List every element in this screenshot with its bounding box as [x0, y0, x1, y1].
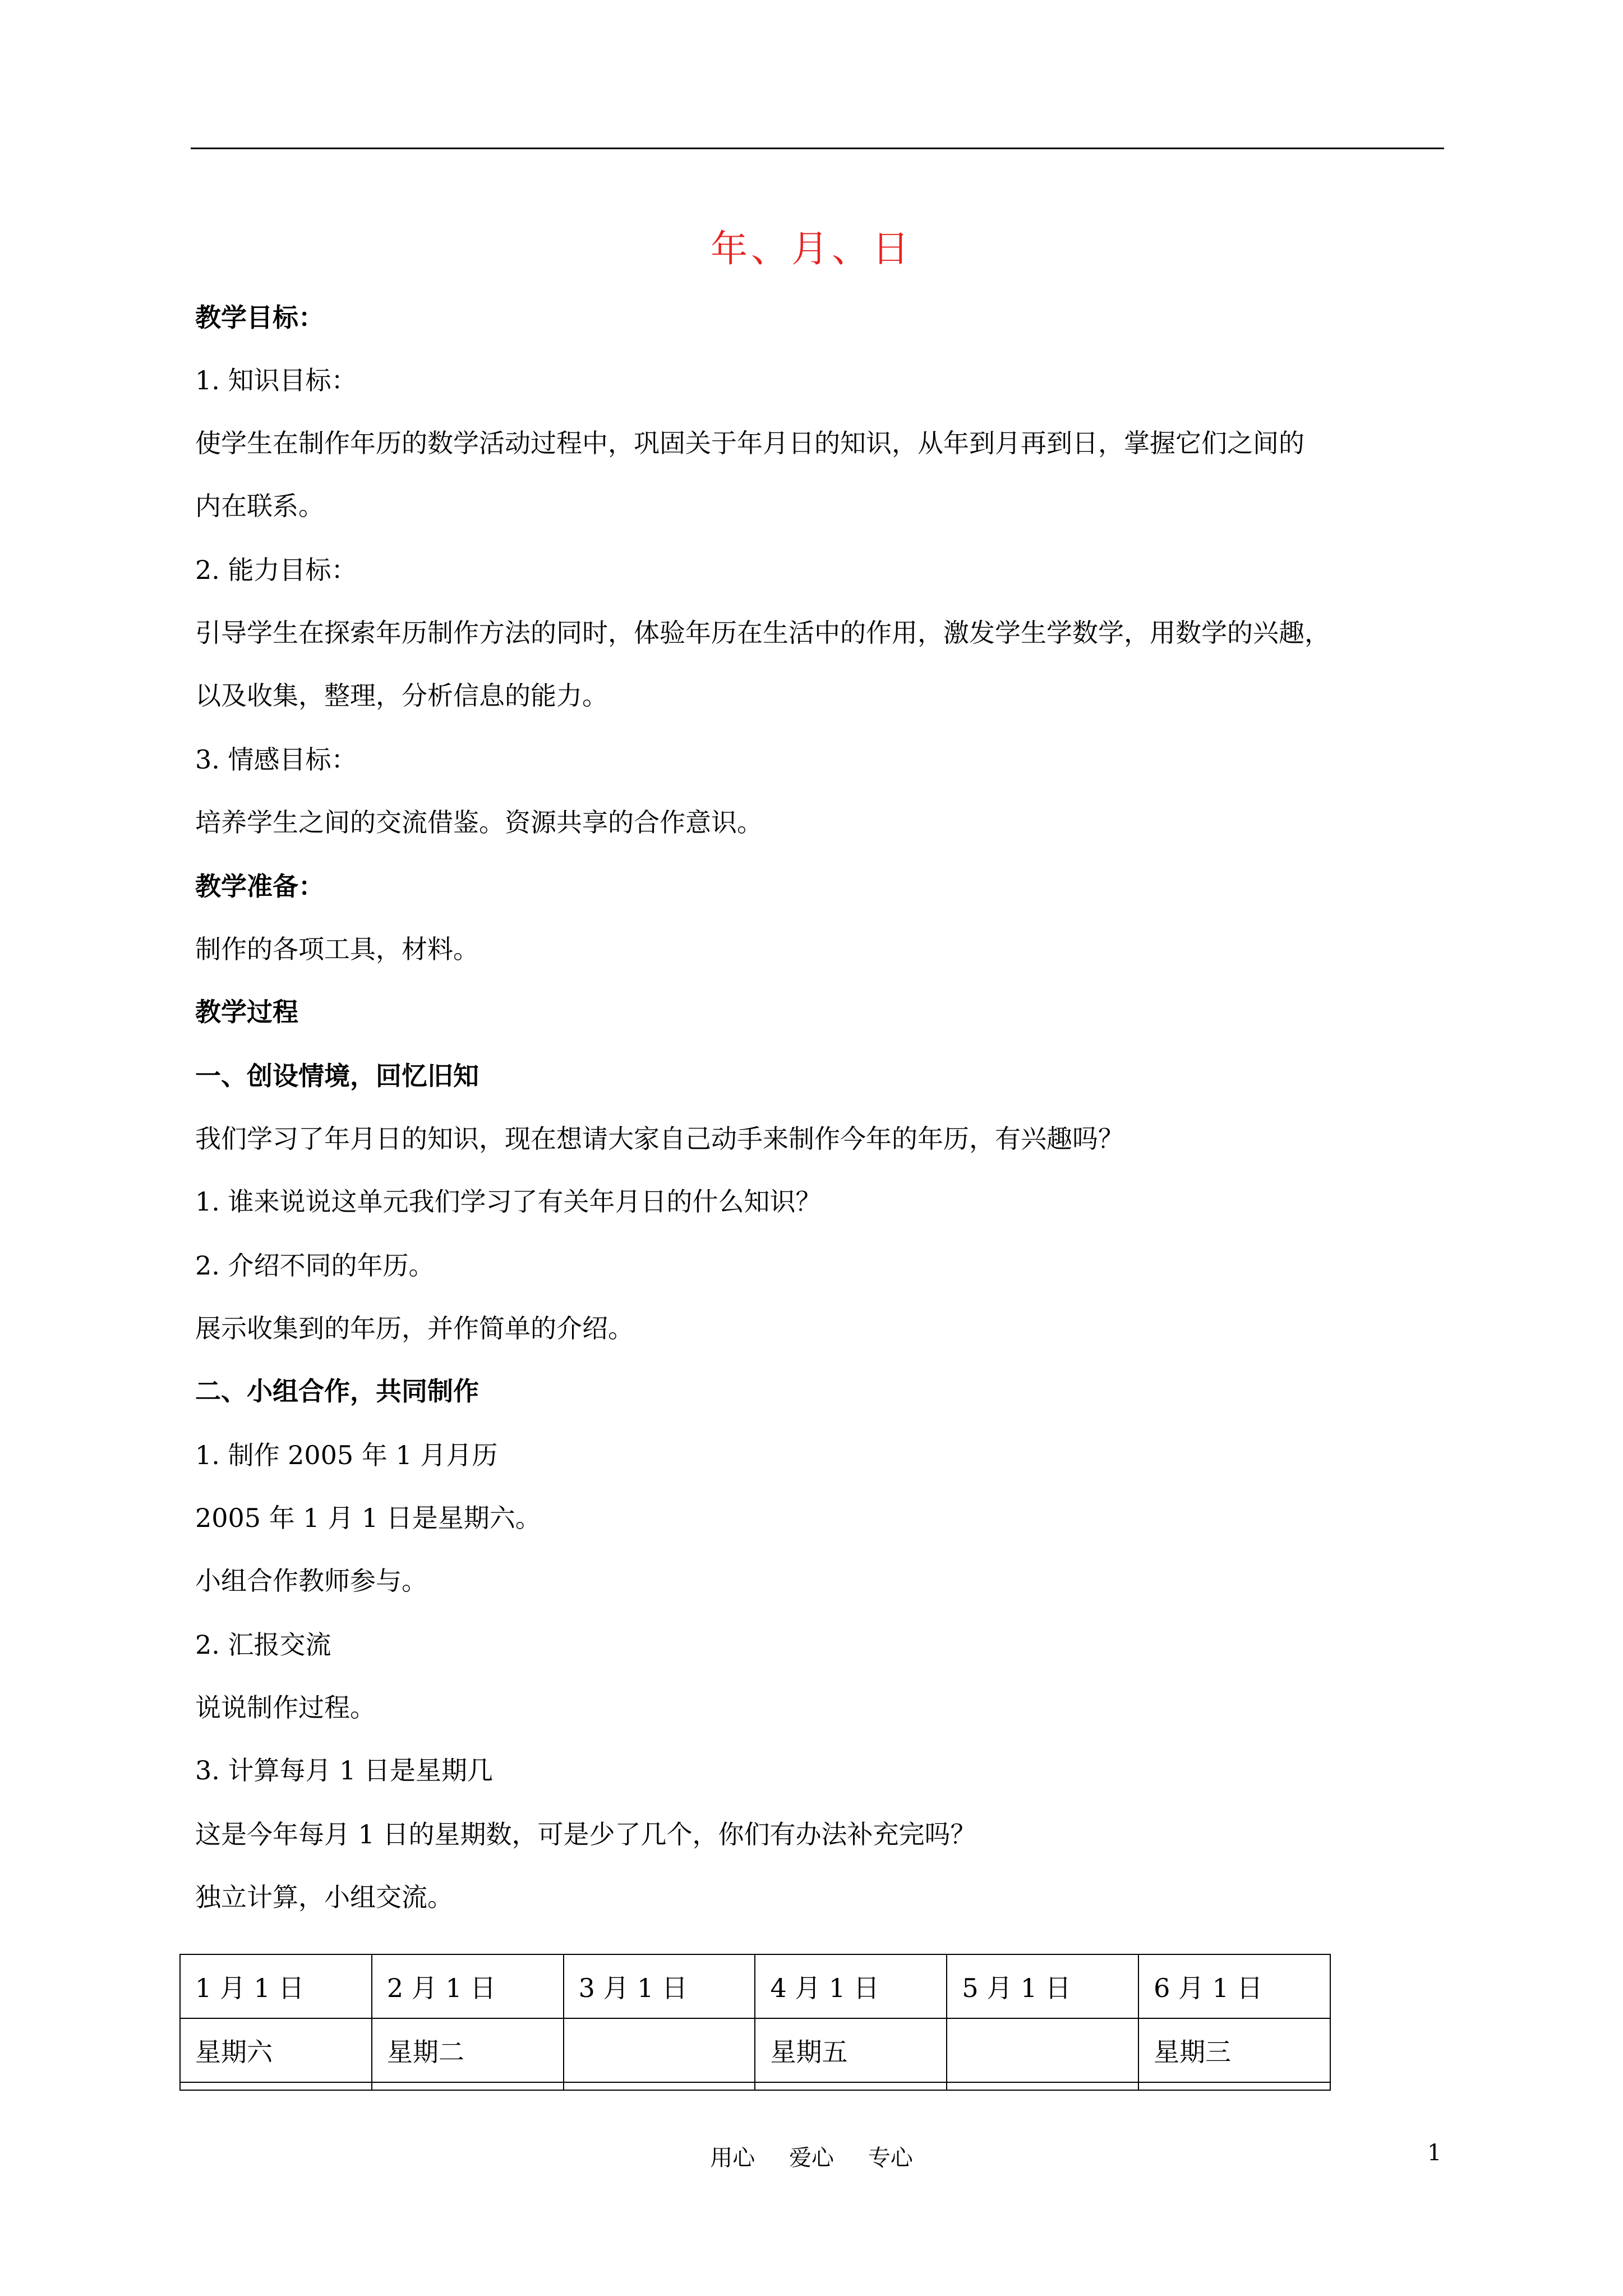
- section2-item-1-fact: 2005 年 1 月 1 日是星期六。: [195, 1503, 541, 1533]
- table-cell: [1138, 2082, 1330, 2090]
- table-cell: 星期五: [755, 2018, 947, 2082]
- section1-intro: 我们学习了年月日的知识，现在想请大家自己动手来制作今年的年历，有兴趣吗？: [195, 1124, 1124, 1154]
- knowledge-line-1: 使学生在制作年历的数学活动过程中，巩固关于年月日的知识，从年到月再到日，掌握它们之间的: [195, 428, 1304, 458]
- table-row-dates: [180, 1954, 1330, 2018]
- section1-heading: 一、创设情境，回忆旧知: [195, 1061, 479, 1091]
- section1-item-2-text: 展示收集到的年历，并作简单的介绍。: [195, 1313, 634, 1343]
- section2-item-3: 3. 计算每月 1 日是星期几: [195, 1755, 494, 1786]
- process-heading: 教学过程: [195, 997, 298, 1027]
- knowledge-label: 1. 知识目标：: [195, 365, 357, 395]
- table-cell: [372, 2082, 564, 2090]
- ability-line-2: 以及收集，整理，分析信息的能力。: [195, 680, 608, 711]
- table-cell: 4 月 1 日: [755, 1954, 947, 2018]
- table-row-continued: [180, 2082, 1330, 2090]
- table-cell: [947, 2082, 1138, 2090]
- table-cell: 3 月 1 日: [564, 1954, 755, 2018]
- header-rule: [191, 148, 1444, 149]
- section2-item-3-text: 这是今年每月 1 日的星期数，可是少了几个，你们有办法补充完吗？: [195, 1819, 976, 1849]
- section2-item-2: 2. 汇报交流: [195, 1630, 331, 1660]
- section2-item-2-text: 说说制作过程。: [195, 1692, 376, 1723]
- table-cell: [947, 2018, 1138, 2082]
- footer-word: 专心: [868, 2145, 913, 2171]
- section2-heading: 二、小组合作，共同制作: [195, 1376, 479, 1406]
- table-cell: 2 月 1 日: [372, 1954, 564, 2018]
- table-cell: [564, 2018, 755, 2082]
- table-cell: 5 月 1 日: [947, 1954, 1138, 2018]
- objectives-heading: 教学目标：: [195, 302, 324, 333]
- knowledge-line-2: 内在联系。: [195, 491, 324, 521]
- prep-text: 制作的各项工具，材料。: [195, 934, 479, 964]
- page-number: 1: [1427, 2140, 1442, 2166]
- footer-motto: [0, 2140, 1623, 2172]
- section1-item-1: 1. 谁来说说这单元我们学习了有关年月日的什么知识？: [195, 1186, 822, 1217]
- table-cell: 星期三: [1138, 2018, 1330, 2082]
- section1-item-2: 2. 介绍不同的年历。: [195, 1250, 435, 1281]
- table-cell: 1 月 1 日: [180, 1954, 372, 2018]
- table-cell: [564, 2082, 755, 2090]
- first-day-weekday-table: [179, 1954, 1331, 2091]
- section2-item-1: 1. 制作 2005 年 1 月月历: [195, 1440, 498, 1470]
- table-cell: 星期六: [180, 2018, 372, 2082]
- emotion-label: 3. 情感目标：: [195, 744, 357, 775]
- page-title: 年、月、日: [711, 227, 912, 270]
- section2-item-1-text: 小组合作教师参与。: [195, 1566, 427, 1596]
- ability-label: 2. 能力目标：: [195, 555, 357, 585]
- ability-line-1: 引导学生在探索年历制作方法的同时，体验年历在生活中的作用，激发学生学数学，用数学的兴趣，: [195, 618, 1330, 648]
- emotion-line-1: 培养学生之间的交流借鉴。资源共享的合作意识。: [195, 807, 763, 838]
- table-cell: [180, 2082, 372, 2090]
- footer-word: 用心: [710, 2145, 755, 2171]
- footer-word: 爱心: [789, 2145, 834, 2171]
- prep-heading: 教学准备：: [195, 871, 324, 901]
- table-cell: 6 月 1 日: [1138, 1954, 1330, 2018]
- table-cell: [755, 2082, 947, 2090]
- section2-item-3-note: 独立计算，小组交流。: [195, 1882, 453, 1912]
- table-row-weekdays: [180, 2018, 1330, 2082]
- table-cell: 星期二: [372, 2018, 564, 2082]
